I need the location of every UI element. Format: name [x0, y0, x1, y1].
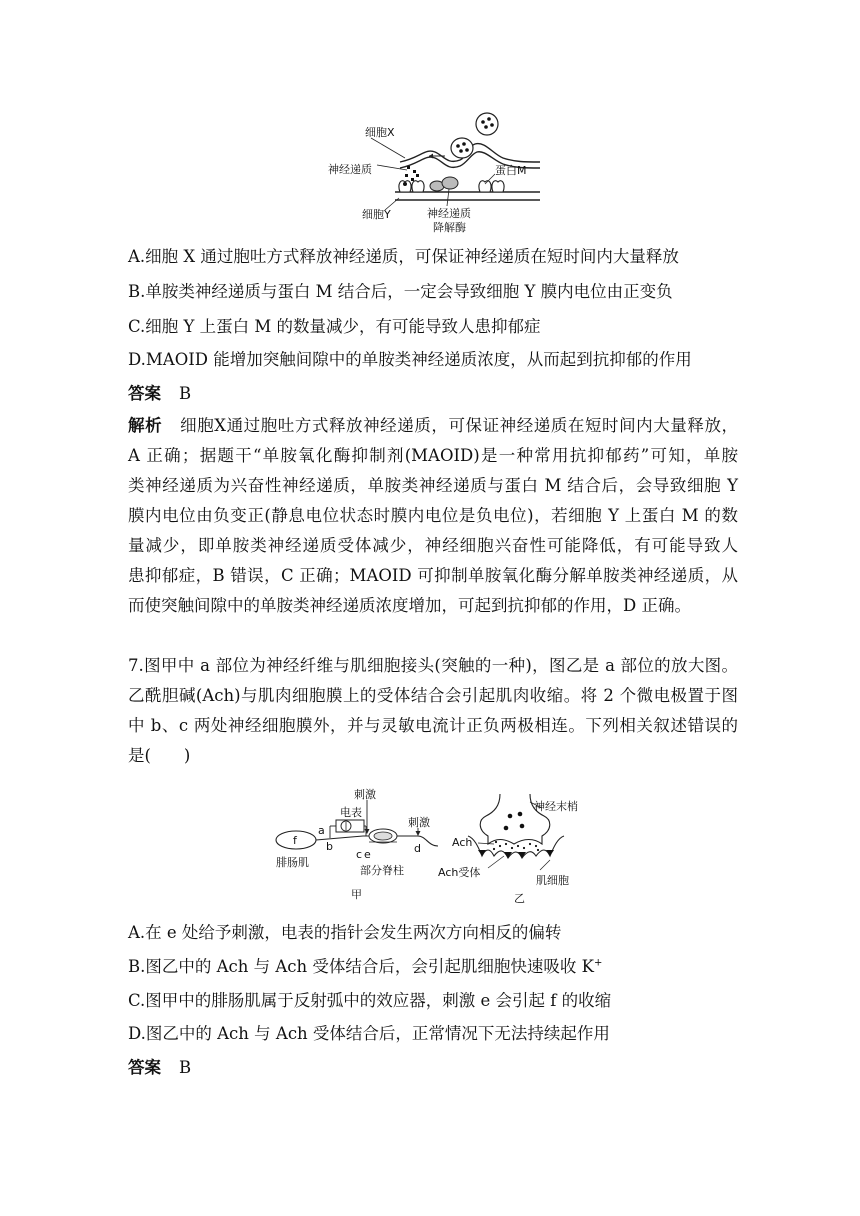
label-nerve-ending: 神经末梢 — [534, 800, 578, 813]
label-enzyme-line1: 神经递质 — [427, 207, 471, 220]
label-c: c — [356, 848, 363, 861]
q6-option-c: C.细胞 Y 上蛋白 M 的数量减少，有可能导致人患抑郁症 — [128, 317, 541, 336]
explanation-line: 解析 细胞X通过胞吐方式释放神经递质，可保证神经递质在短时间内大量释放， — [128, 416, 739, 435]
nerve-muscle-figure — [268, 786, 598, 906]
q7-option-d: D.图乙中的 Ach 与 Ach 受体结合后，正常情况下无法持续起作用 — [128, 1024, 610, 1043]
label-enzyme-line2: 降解酶 — [433, 221, 466, 234]
label-f: f — [293, 834, 297, 847]
label-protein-m: 蛋白M — [495, 164, 527, 177]
label-transmitter: 神经递质 — [328, 163, 372, 176]
label-a: a — [318, 824, 325, 837]
q7-option-c: C.图甲中的腓肠肌属于反射弧中的效应器，刺激 e 会引起 f 的收缩 — [128, 991, 612, 1010]
explanation-line: 而使突触间隙中的单胺类神经递质浓度增加，可起到抗抑郁的作用，D 正确。 — [128, 596, 691, 615]
q6-option-a: A.细胞 X 通过胞吐方式释放神经递质，可保证神经递质在短时间内大量释放 — [128, 247, 679, 266]
nerve-muscle-diagram — [268, 786, 598, 906]
synapse-diagram — [325, 110, 550, 235]
label-d: d — [414, 842, 421, 855]
q6-explanation — [128, 411, 738, 621]
label-cell-x: 细胞X — [365, 126, 395, 139]
q7-option-a: A.在 e 处给予刺激，电表的指针会发生两次方向相反的偏转 — [128, 923, 562, 942]
label-ach-receptor: Ach受体 — [438, 866, 481, 879]
stem-line: 中 b、c 两处神经细胞膜外，并与灵敏电流计正负两极相连。下列相关叙述错误的 — [128, 716, 738, 735]
q6-option-d: D.MAOID 能增加突触间隙中的单胺类神经递质浓度，从而起到抗抑郁的作用 — [128, 350, 692, 369]
q7-stem — [128, 651, 738, 771]
q6-answer — [128, 384, 738, 404]
stem-line: 乙酰胆碱(Ach)与肌肉细胞膜上的受体结合会引起肌肉收缩。将 2 个微电极置于图 — [128, 686, 738, 705]
q6-option-b: B.单胺类神经递质与蛋白 M 结合后，一定会导致细胞 Y 膜内电位由正变负 — [128, 282, 673, 301]
explanation-line: A 正确；据题干“单胺氧化酶抑制剂(MAOID)是一种常用抗抑郁药”可知，单胺 — [128, 446, 738, 465]
explanation-line: 患抑郁症，B 错误，C 正确；MAOID 可抑制单胺氧化酶分解单胺类神经递质，从 — [128, 566, 738, 585]
explanation-line: 类神经递质为兴奋性神经递质，单胺类神经递质与蛋白 M 结合后，会导致细胞 Y — [128, 476, 738, 495]
answer-value: B — [179, 1058, 192, 1077]
caption-yi: 乙 — [514, 892, 525, 905]
label-spinal: 部分脊柱 — [360, 864, 404, 877]
label-muscle: 腓肠肌 — [276, 856, 309, 869]
stem-line: 是( ) — [128, 746, 191, 765]
q7-answer — [128, 1058, 738, 1078]
label-cell-y: 细胞Y — [362, 208, 391, 221]
label-muscle-cell: 肌细胞 — [536, 874, 569, 887]
q7-option-b: B.图乙中的 Ach 与 Ach 受体结合后，会引起肌细胞快速吸收 K+ — [128, 957, 603, 976]
explanation-label: 解析 — [128, 416, 163, 435]
label-ach: Ach — [452, 836, 473, 849]
stem-line: 7.图甲中 a 部位为神经纤维与肌细胞接头(突触的一种)，图乙是 a 部位的放大图。 — [128, 656, 738, 675]
label-stim-right: 刺激 — [408, 816, 430, 829]
label-stim-top: 刺激 — [354, 788, 376, 801]
label-b: b — [326, 840, 333, 853]
answer-value: B — [179, 384, 192, 403]
caption-jia: 甲 — [351, 888, 362, 901]
label-meter: 电表 — [340, 806, 362, 819]
answer-label: 答案 — [128, 1058, 161, 1077]
answer-label: 答案 — [128, 384, 161, 403]
synapse-figure — [325, 110, 550, 235]
explanation-line: 膜内电位由负变正(静息电位状态时膜内电位是负电位)，若细胞 Y 上蛋白 M 的数 — [128, 506, 738, 525]
label-e: e — [364, 848, 371, 861]
explanation-line: 量减少，即单胺类神经递质受体减少，神经细胞兴奋性可能降低，有可能导致人 — [128, 536, 738, 555]
